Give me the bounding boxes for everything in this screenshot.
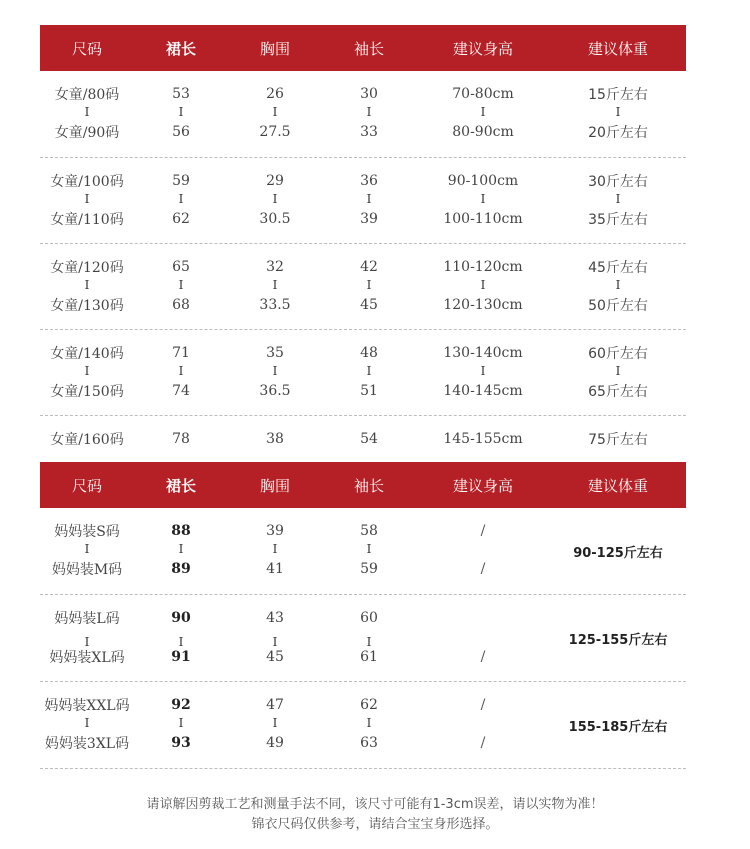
- size-cell: 女童/130码: [50, 298, 124, 314]
- size-cell: 女童/140码: [50, 346, 124, 362]
- table-row: [40, 71, 686, 103]
- table-row: [40, 416, 686, 448]
- chest-cell: 47: [266, 697, 284, 713]
- length-cell: 78: [172, 431, 190, 447]
- length-cell: 93: [171, 735, 191, 751]
- weight-cell: 15斤左右: [588, 87, 648, 103]
- chest-cell: 49: [266, 735, 284, 751]
- sleeve-cell: 61: [360, 649, 378, 665]
- length-cell: 56: [172, 124, 190, 140]
- size-cell: 女童/150码: [50, 384, 124, 400]
- chest-cell: 30.5: [259, 211, 291, 227]
- range-divider: I I I I: [84, 716, 372, 730]
- table-row: [40, 330, 686, 362]
- length-cell: 59: [172, 173, 190, 189]
- size-cell: 女童/90码: [54, 125, 120, 141]
- weight-cell: 60斤左右: [588, 346, 648, 362]
- length-cell: 74: [172, 383, 190, 399]
- height-cell: 90-100cm: [447, 173, 519, 189]
- range-divider: I I I I I I: [84, 364, 621, 378]
- sleeve-cell: 59: [360, 561, 378, 577]
- header-size: 尺码: [71, 39, 102, 58]
- length-cell: 92: [171, 697, 191, 713]
- sleeve-cell: 45: [360, 297, 378, 313]
- disclaimer-line-2: 锦衣尺码仅供参考，请结合宝宝身形选择。: [251, 817, 499, 832]
- mom-table-header: [40, 462, 686, 508]
- sleeve-cell: 33: [360, 124, 378, 140]
- height-cell: 140-145cm: [443, 383, 523, 399]
- chest-cell: 29: [266, 173, 284, 189]
- chest-cell: 39: [266, 523, 284, 539]
- length-cell: 71: [172, 345, 190, 361]
- header-chest: 胸围: [259, 39, 290, 58]
- weight-range-cell: 90-125斤左右: [573, 545, 663, 561]
- header-dress-length: 裙长: [165, 476, 196, 495]
- weight-cell: 50斤左右: [588, 298, 648, 314]
- chest-cell: 36.5: [259, 383, 291, 399]
- kids-size-table: [40, 25, 686, 460]
- sleeve-cell: 42: [360, 259, 378, 275]
- size-cell: 女童/80码: [54, 87, 120, 103]
- sleeve-cell: 39: [360, 211, 378, 227]
- sleeve-cell: 36: [360, 173, 378, 189]
- length-cell: 53: [172, 86, 190, 102]
- height-cell: /: [480, 697, 486, 713]
- sleeve-cell: 63: [360, 735, 378, 751]
- chest-cell: 32: [266, 259, 284, 275]
- range-divider: I I I I: [84, 542, 372, 556]
- weight-range-cell: 125-155斤左右: [568, 632, 668, 648]
- table-row: [40, 123, 686, 141]
- height-cell: 70-80cm: [452, 86, 514, 102]
- kids-size-group: [40, 71, 686, 158]
- chest-cell: 41: [266, 561, 284, 577]
- header-sleeve: 袖长: [353, 39, 384, 58]
- height-cell: /: [480, 561, 486, 577]
- size-cell: 女童/160码: [50, 432, 124, 448]
- header-sleeve: 袖长: [353, 476, 384, 495]
- weight-cell: 20斤左右: [588, 125, 648, 141]
- size-cell: 妈妈装M码: [51, 562, 123, 578]
- size-disclaimer: [0, 795, 750, 835]
- mom-size-group: [40, 508, 686, 595]
- table-row: [40, 210, 686, 228]
- chest-cell: 43: [266, 610, 284, 626]
- mom-size-group: [40, 595, 686, 682]
- sleeve-cell: 51: [360, 383, 378, 399]
- length-cell: 89: [171, 561, 191, 577]
- table-row: [40, 296, 686, 314]
- chest-cell: 45: [266, 649, 284, 665]
- sleeve-cell: 62: [360, 697, 378, 713]
- table-row: [40, 382, 686, 400]
- header-height: 建议身高: [452, 476, 513, 495]
- length-cell: 91: [171, 649, 191, 665]
- header-height: 建议身高: [452, 39, 513, 58]
- weight-cell: 30斤左右: [588, 174, 648, 190]
- kids-size-group: [40, 416, 686, 460]
- sleeve-cell: 58: [360, 523, 378, 539]
- kids-table-header: [40, 25, 686, 71]
- size-cell: 妈妈装3XL码: [44, 736, 130, 752]
- weight-range-cell: 155-185斤左右: [568, 719, 668, 735]
- height-cell: /: [480, 523, 486, 539]
- header-weight: 建议体重: [587, 476, 648, 495]
- header-weight: 建议体重: [587, 39, 648, 58]
- weight-cell: 65斤左右: [588, 384, 648, 400]
- chest-cell: 38: [266, 431, 284, 447]
- length-cell: 68: [172, 297, 190, 313]
- height-cell: 100-110cm: [443, 211, 523, 227]
- size-cell: 妈妈装XXL码: [44, 698, 130, 714]
- size-cell: 妈妈装L码: [54, 611, 120, 627]
- range-divider: I I I I I I: [84, 105, 621, 119]
- chest-cell: 27.5: [259, 124, 291, 140]
- kids-size-group: [40, 158, 686, 244]
- length-cell: 88: [171, 523, 191, 539]
- disclaimer-line-1: 请谅解因剪裁工艺和测量手法不同，该尺寸可能有1-3cm误差，请以实物为准！: [146, 797, 604, 812]
- size-cell: 妈妈装S码: [54, 524, 120, 540]
- mom-size-group: [40, 682, 686, 769]
- size-cell: 女童/100码: [50, 174, 124, 190]
- range-divider: I I I I: [84, 635, 372, 649]
- weight-cell: 45斤左右: [588, 260, 648, 276]
- table-row: [40, 158, 686, 190]
- kids-size-group: [40, 330, 686, 416]
- range-divider: I I I I I I: [84, 192, 621, 206]
- sleeve-cell: 48: [360, 345, 378, 361]
- mom-size-table: [40, 462, 686, 769]
- sleeve-cell: 30: [360, 86, 378, 102]
- length-cell: 65: [172, 259, 190, 275]
- table-row: [40, 244, 686, 276]
- header-chest: 胸围: [259, 476, 290, 495]
- range-divider: I I I I I I: [84, 278, 621, 292]
- kids-size-group: [40, 244, 686, 330]
- height-cell: 120-130cm: [443, 297, 523, 313]
- sleeve-cell: 60: [360, 610, 378, 626]
- height-cell: 110-120cm: [443, 259, 523, 275]
- header-dress-length: 裙长: [165, 39, 196, 58]
- weight-cell: 75斤左右: [588, 432, 648, 448]
- size-cell: 女童/120码: [50, 260, 124, 276]
- chest-cell: 26: [266, 86, 284, 102]
- height-cell: /: [480, 735, 486, 751]
- height-cell: 145-155cm: [443, 431, 523, 447]
- length-cell: 62: [172, 211, 190, 227]
- height-cell: 80-90cm: [452, 124, 514, 140]
- chest-cell: 33.5: [259, 297, 291, 313]
- size-cell: 女童/110码: [50, 212, 124, 228]
- height-cell: 130-140cm: [443, 345, 523, 361]
- weight-cell: 35斤左右: [588, 212, 648, 228]
- length-cell: 90: [171, 610, 191, 626]
- header-size: 尺码: [71, 476, 102, 495]
- chest-cell: 35: [266, 345, 284, 361]
- size-cell: 妈妈装XL码: [49, 650, 125, 666]
- sleeve-cell: 54: [360, 431, 378, 447]
- height-cell: /: [480, 649, 486, 665]
